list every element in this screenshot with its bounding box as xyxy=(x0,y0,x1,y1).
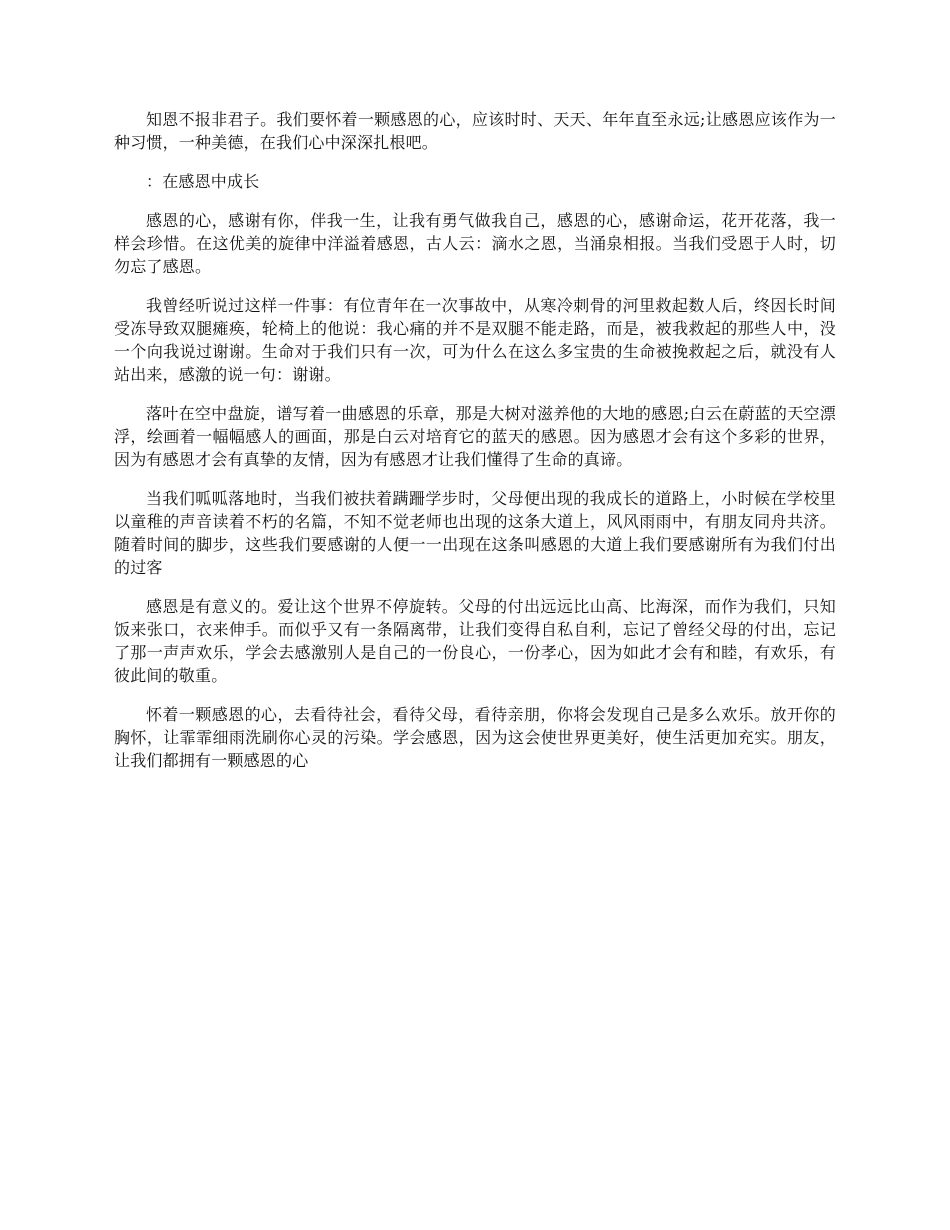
section-heading: ：在感恩中成长 xyxy=(146,172,260,191)
paragraph-conclusion: 怀着一颗感恩的心，去看待社会，看待父母，看待亲朋，你将会发现自己是多么欢乐。放开你的胸怀，让霏霏细雨洗刷你心灵的污染。学会感恩，因为这会使世界更美好，使生活更加充实。朋友，让我们都拥有一颗感恩的心 xyxy=(114,705,836,770)
paragraph-story: 我曾经听说过这样一件事：有位青年在一次事故中，从寒冷刺骨的河里救起数人后，终因长时间受冻导致双腿瘫痪，轮椅上的他说：我心痛的并不是双腿不能走路，而是，被我救起的那些人中，没一个向我说过谢谢。生命对于我们只有一次，可为什么在这么多宝贵的生命被挽救起之后，就没有人站出来，感激的说一句：谢谢。 xyxy=(114,296,836,384)
paragraph-grateful-heart: 感恩的心，感谢有你，伴我一生，让我有勇气做我自己，感恩的心，感谢命运，花开花落，我一样会珍惜。在这优美的旋律中洋溢着感恩，古人云：滴水之恩，当涌泉相报。当我们受恩于人时，切勿忘了感恩。 xyxy=(114,211,836,276)
paragraph-intro: 知恩不报非君子。我们要怀着一颗感恩的心，应该时时、天天、年年直至永远;让感恩应该作为一种习惯，一种美德，在我们心中深深扎根吧。 xyxy=(114,110,836,152)
paragraph-leaves-clouds: 落叶在空中盘旋，谱写着一曲感恩的乐章，那是大树对滋养他的大地的感恩;白云在蔚蓝的天空漂浮，绘画着一幅幅感人的画面，那是白云对培育它的蓝天的感恩。因为感恩才会有这个多彩的世界，因为有感恩才会有真挚的友情，因为有感恩才让我们懂得了生命的真谛。 xyxy=(114,404,836,469)
paragraph-meaning: 感恩是有意义的。爱让这个世界不停旋转。父母的付出远远比山高、比海深，而作为我们，只知饭来张口，衣来伸手。而似乎又有一条隔离带，让我们变得自私自利，忘记了曾经父母的付出，忘记了那一声声欢乐，学会去感激别人是自己的一份良心，一份孝心，因为如此才会有和睦，有欢乐，有彼此间的敬重。 xyxy=(114,597,836,685)
paragraph-growing-up: 当我们呱呱落地时，当我们被扶着蹒跚学步时，父母便出现的我成长的道路上，小时候在学校里以童稚的声音读着不朽的名篇，不知不觉老师也出现的这条大道上，风风雨雨中，有朋友同舟共济。随着时间的脚步，这些我们要感谢的人便一一出现在这条叫感恩的大道上我们要感谢所有为我们付出的过客 xyxy=(114,489,836,577)
